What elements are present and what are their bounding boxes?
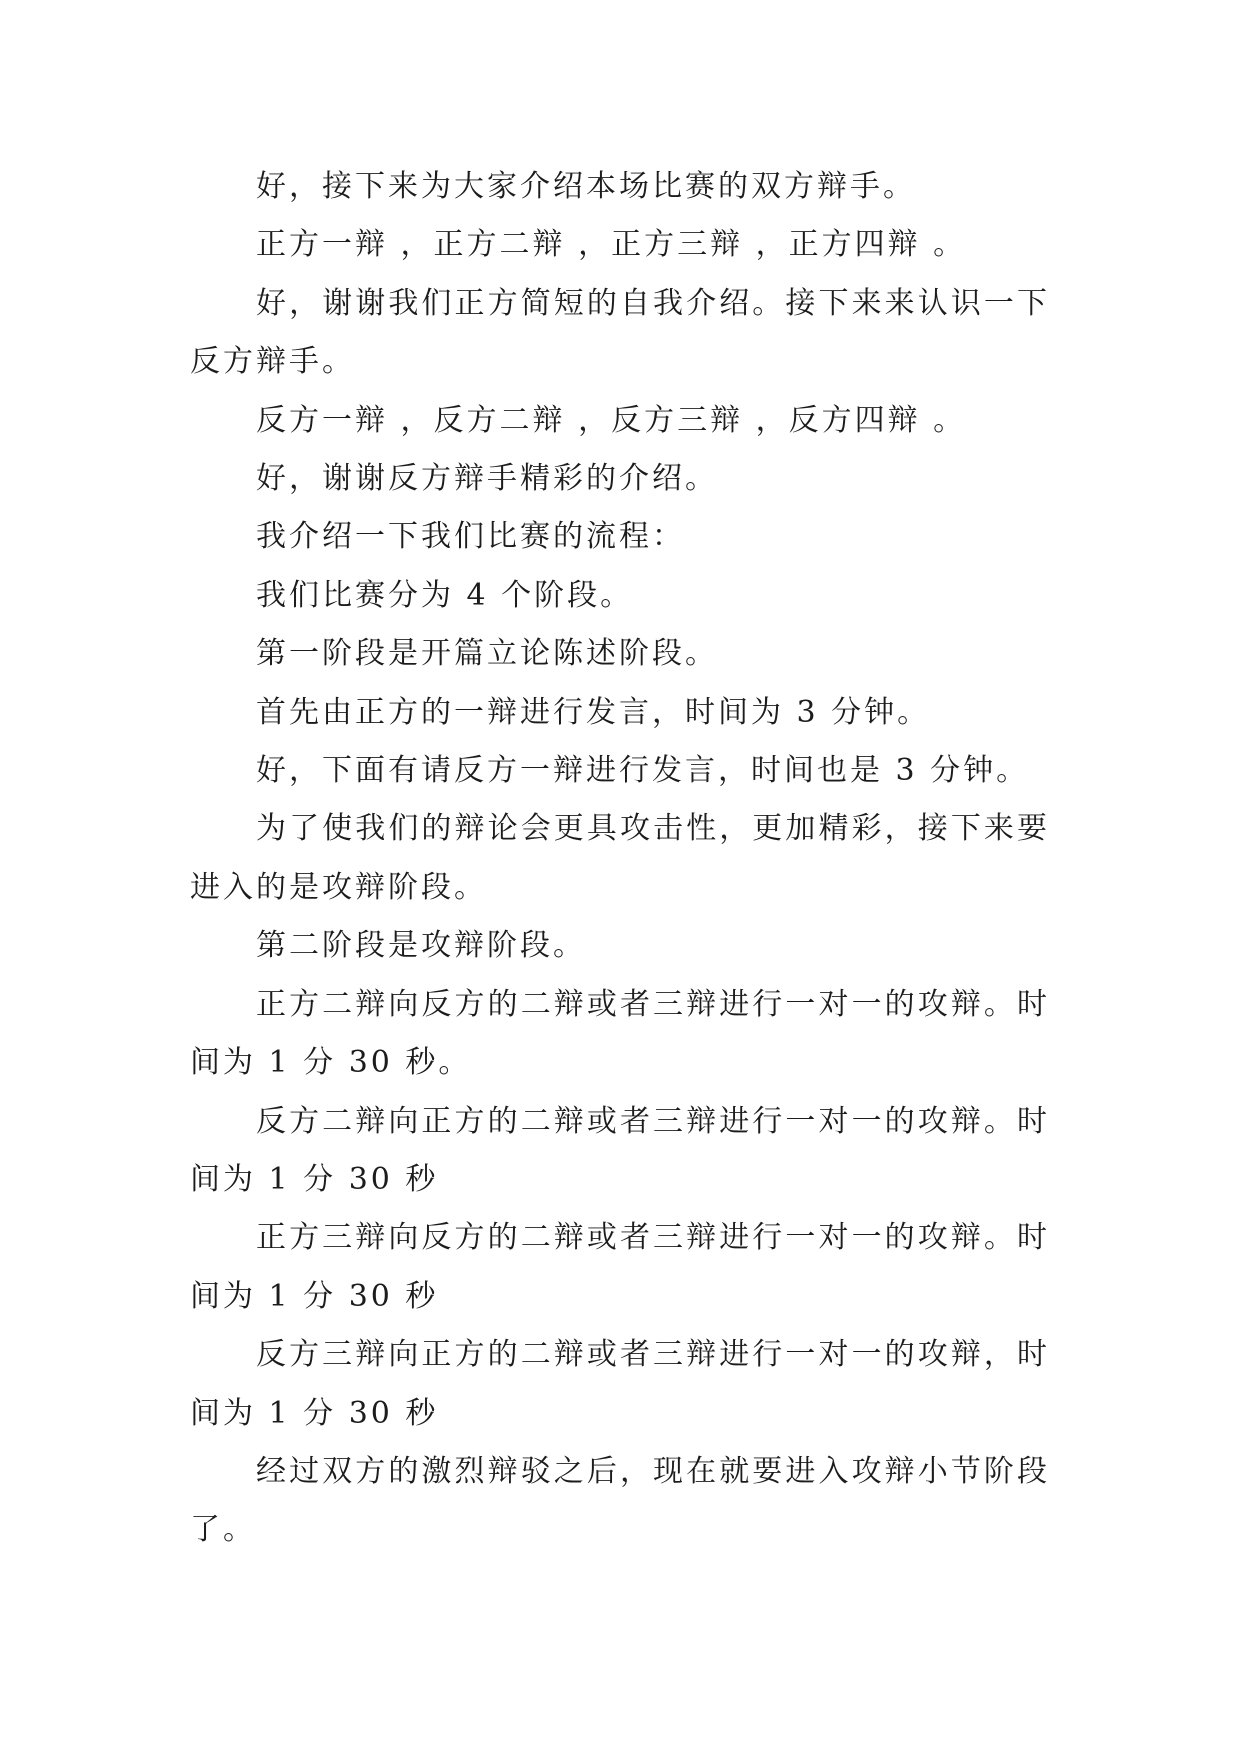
paragraph: 好，谢谢反方辩手精彩的介绍。 xyxy=(256,461,718,497)
paragraph: 好，谢谢我们正方简短的自我介绍。接下来来认识一下反方辩手。 xyxy=(190,285,1050,380)
paragraph: 正方一辩 ，正方二辩 ，正方三辩 ，正方四辩 。 xyxy=(256,227,967,263)
paragraph: 好，下面有请反方一辩进行发言，时间也是 3 分钟。 xyxy=(256,753,1030,789)
paragraph: 经过双方的激烈辩驳之后，现在就要进入攻辩小节阶段了。 xyxy=(190,1453,1050,1548)
paragraph: 反方二辩向正方的二辩或者三辩进行一对一的攻辩。时间为 1 分 30 秒 xyxy=(190,1103,1050,1197)
paragraph: 第一阶段是开篇立论陈述阶段。 xyxy=(256,636,718,672)
paragraph: 反方一辩 ，反方二辩 ，反方三辩 ，反方四辩 。 xyxy=(256,402,967,438)
paragraph: 正方三辩向反方的二辩或者三辩进行一对一的攻辩。时间为 1 分 30 秒 xyxy=(190,1220,1050,1314)
paragraph: 首先由正方的一辩进行发言，时间为 3 分钟。 xyxy=(256,694,931,730)
paragraph: 反方三辩向正方的二辩或者三辩进行一对一的攻辩，时间为 1 分 30 秒 xyxy=(190,1337,1050,1431)
paragraph: 我介绍一下我们比赛的流程： xyxy=(256,519,685,555)
paragraph: 正方二辩向反方的二辩或者三辩进行一对一的攻辩。时间为 1 分 30 秒。 xyxy=(190,986,1050,1081)
paragraph: 第二阶段是攻辩阶段。 xyxy=(256,928,586,964)
paragraph: 好，接下来为大家介绍本场比赛的双方辩手。 xyxy=(256,169,916,204)
paragraph: 我们比赛分为 4 个阶段。 xyxy=(256,577,634,613)
document-body xyxy=(190,158,1050,1560)
paragraph: 为了使我们的辩论会更具攻击性，更加精彩，接下来要进入的是攻辩阶段。 xyxy=(190,811,1050,905)
